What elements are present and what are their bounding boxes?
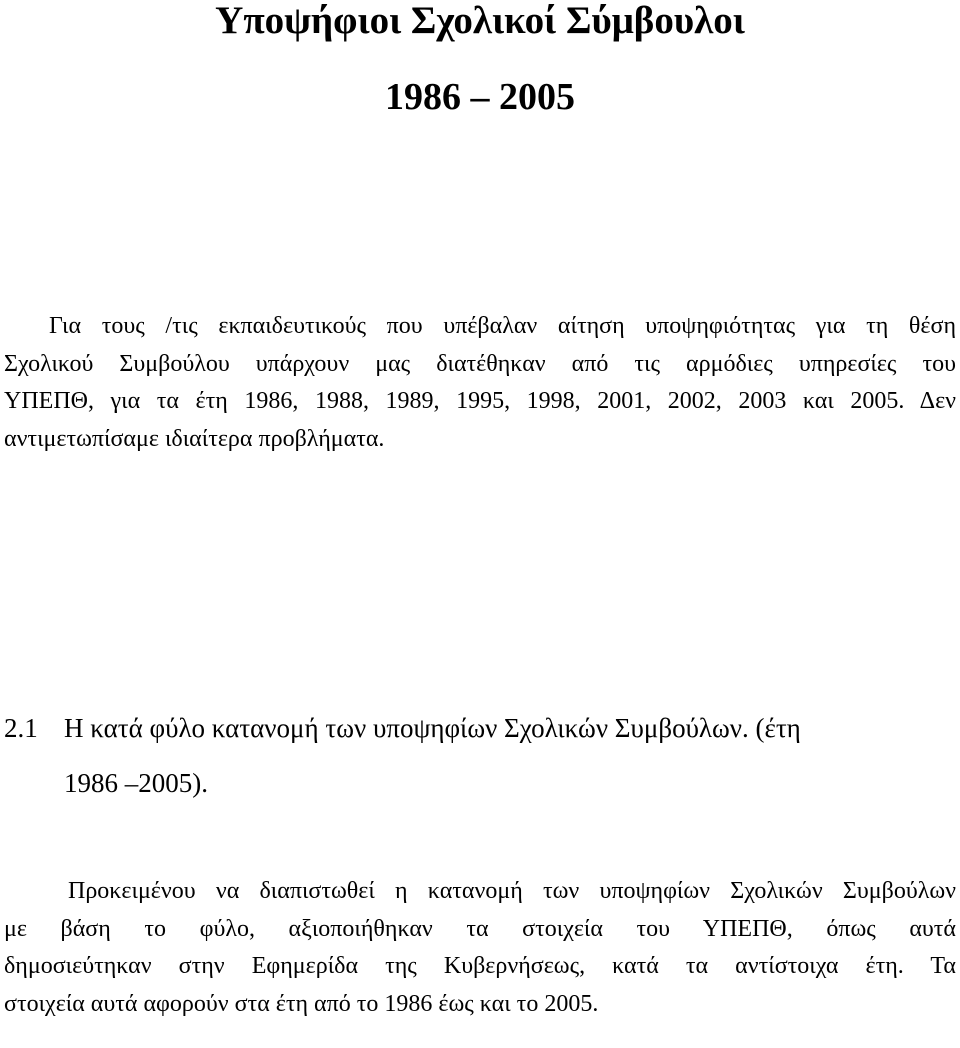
section-heading-continuation [64,760,960,807]
body-line-2: με βάση το φύλο, αξιοποιήθηκαν τα στοιχεία του ΥΠΕΠΘ, όπως αυτά [4,915,956,942]
body-line-1: Προκειμένου να διαπιστωθεί η κατανομή των υποψηφίων Σχολικών Συμβούλων [68,878,956,904]
body-paragraph [4,873,956,1023]
body-line-3: δημοσιεύτηκαν στην Εφημερίδα της Κυβερνήσεως, κατά τα αντίστοιχα έτη. Τα [4,953,956,979]
intro-line-4: αντιμετωπίσαμε ιδιαίτερα προβλήματα. [4,425,385,452]
intro-line-3: ΥΠΕΠΘ, για τα έτη 1986, 1988, 1989, 1995, 1998, 2001, 2002, 2003 και 2005. Δεν [4,388,956,414]
section-title-line-2: 1986 –2005). [64,768,208,798]
intro-line-2: Σχολικού Συμβούλου υπάρχουν μας διατέθηκαν από τις αρμόδιες υπηρεσίες του [4,350,956,377]
document-subtitle-years: 1986 – 2005 [385,76,575,118]
section-number: 2.1 [4,713,38,743]
document-title: Υποψήφιοι Σχολικοί Σύμβουλοι [215,0,745,42]
intro-paragraph [4,308,956,458]
section-heading [4,705,956,752]
intro-line-1: Για τους /τις εκπαιδευτικούς που υπέβαλαν αίτηση υποψηφιότητας για τη θέση [49,313,956,339]
section-title-line-1: Η κατά φύλο κατανομή των υποψηφίων Σχολικών Συμβούλων. (έτη [64,713,801,743]
body-line-4: στοιχεία αυτά αφορούν στα έτη από το 1986 έως και το 2005. [4,990,599,1017]
